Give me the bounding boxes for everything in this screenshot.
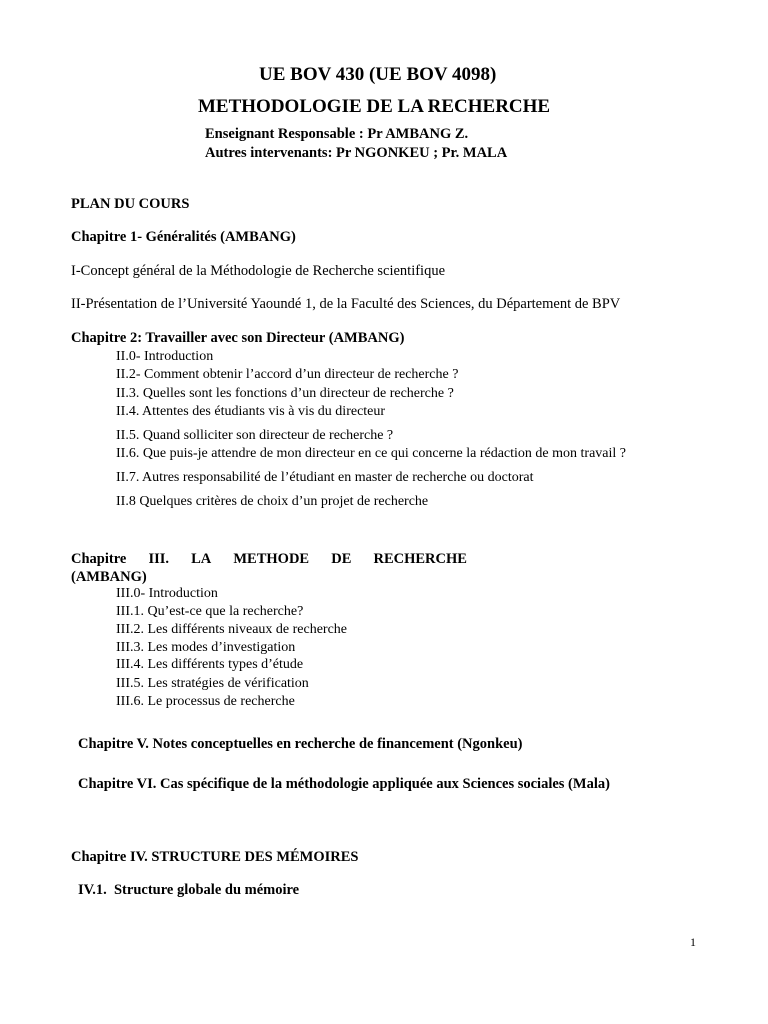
- course-title: METHODOLOGIE DE LA RECHERCHE: [198, 96, 551, 117]
- chapter-3-title-line2: (AMBANG): [71, 569, 147, 585]
- chapter-5-title: Chapitre V. Notes conceptuelles en recherche de financement (Ngonkeu): [78, 736, 523, 752]
- chapter-1-item: II-Présentation de l’Université Yaoundé 1, de la Faculté des Sciences, du Département de BPV: [71, 296, 621, 312]
- chapter-3-item: III.4. Les différents types d’étude: [116, 657, 304, 672]
- chapter-4-sub-1: IV.1. Structure globale du mémoire: [78, 882, 300, 898]
- chapter-3-item: III.6. Le processus de recherche: [116, 694, 295, 709]
- chapter-2-item: II.3. Quelles sont les fonctions d’un directeur de recherche ?: [116, 386, 454, 401]
- chapter-2-item: II.4. Attentes des étudiants vis à vis du directeur: [116, 404, 386, 419]
- page-number: 1: [690, 935, 696, 949]
- plan-heading: PLAN DU COURS: [71, 196, 190, 212]
- chapter-2-item: II.7. Autres responsabilité de l’étudiant en master de recherche ou doctorat: [116, 470, 534, 485]
- chapter-2-item: II.2- Comment obtenir l’accord d’un directeur de recherche ?: [116, 367, 459, 382]
- chapter-3-item: III.1. Qu’est-ce que la recherche?: [116, 604, 304, 619]
- chapter-3-title-word: DE: [331, 551, 352, 567]
- chapter-3-item: III.2. Les différents niveaux de recherche: [116, 622, 348, 637]
- chapter-3-item: III.3. Les modes d’investigation: [116, 640, 296, 655]
- chapter-2-title: Chapitre 2: Travailler avec son Directeur (AMBANG): [71, 330, 405, 346]
- chapter-2-item: II.0- Introduction: [116, 349, 214, 364]
- chapter-6-title: Chapitre VI. Cas spécifique de la méthodologie appliquée aux Sciences sociales (Mala): [78, 776, 610, 792]
- chapter-1-item: I-Concept général de la Méthodologie de Recherche scientifique: [71, 263, 446, 279]
- chapter-3-item: III.5. Les stratégies de vérification: [116, 676, 309, 691]
- chapter-3-title-word: METHODE: [233, 551, 310, 567]
- chapter-2-item: II.8 Quelques critères de choix d’un projet de recherche: [116, 494, 429, 509]
- chapter-3-title-word: III.: [148, 551, 169, 567]
- responsible-teacher: Enseignant Responsable : Pr AMBANG Z.: [205, 126, 469, 142]
- chapter-2-item: II.6. Que puis-je attendre de mon directeur en ce qui concerne la rédaction de mon travail ?: [116, 446, 626, 461]
- other-teachers: Autres intervenants: Pr NGONKEU ; Pr. MALA: [205, 145, 508, 161]
- course-code: UE BOV 430 (UE BOV 4098): [259, 64, 497, 85]
- chapter-3-title-word: Chapitre: [71, 551, 127, 567]
- chapter-1-title: Chapitre 1- Généralités (AMBANG): [71, 229, 296, 245]
- chapter-2-item: II.5. Quand solliciter son directeur de recherche ?: [116, 428, 394, 443]
- chapter-3-title: [71, 551, 467, 568]
- chapter-3-title-word: LA: [191, 551, 212, 567]
- chapter-3-item: III.0- Introduction: [116, 586, 218, 601]
- chapter-3-title-word: RECHERCHE: [373, 551, 467, 567]
- chapter-4-title: Chapitre IV. STRUCTURE DES MÉMOIRES: [71, 849, 359, 865]
